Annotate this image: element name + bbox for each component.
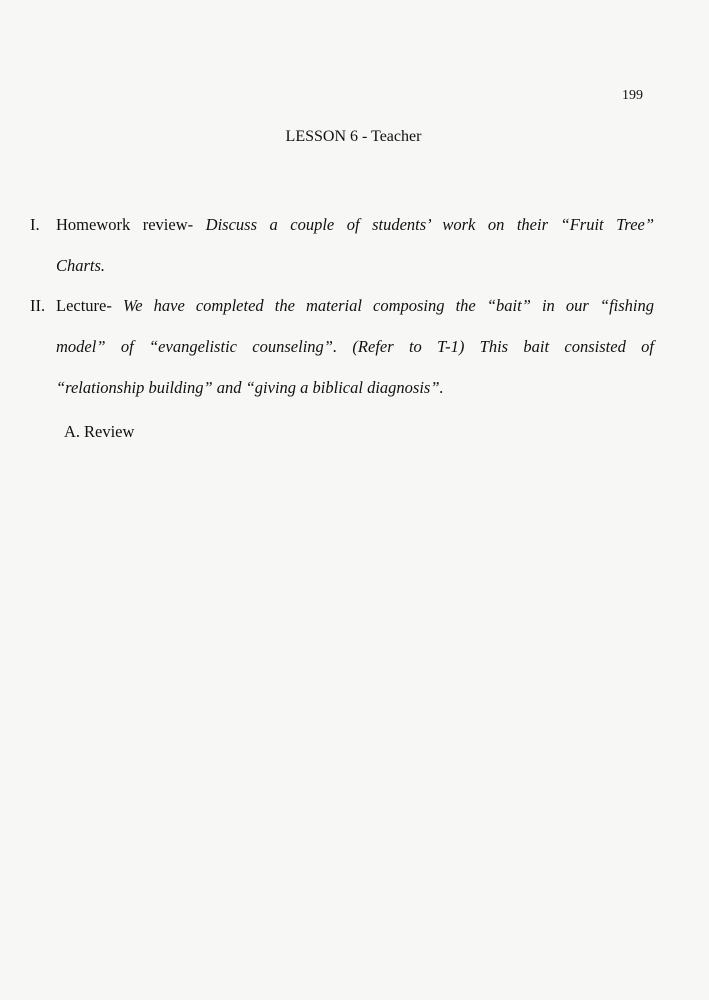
- step-c-line-1: [104, 749, 650, 790]
- section-ii-text-3: “relationship building” and “giving a biblical diagnosis”.: [56, 378, 444, 397]
- section-i-heading: Homework review-: [56, 215, 194, 234]
- subsection-a-line: [64, 411, 134, 452]
- subsection-review: [64, 411, 134, 452]
- section-i-line-1: [30, 204, 654, 245]
- section-lecture: [30, 285, 654, 408]
- section-i-line-2: [30, 245, 654, 286]
- page-number: 199: [622, 88, 643, 103]
- section-ii-label: II.: [30, 296, 46, 315]
- section-ii-line-1: [30, 285, 654, 326]
- step-b-line-1: [104, 666, 650, 707]
- section-i-text-1: Discuss a couple of students’ work on their “Fruit Tree”: [205, 215, 655, 234]
- step-a: [104, 581, 650, 622]
- section-ii-text-2: model” of “evangelistic counseling”. (Refer to T-1) This bait consisted of: [56, 337, 654, 356]
- item-biblical-diagnosis: [80, 538, 105, 579]
- step-a-line-1: [104, 581, 650, 622]
- item-1-line-1: [80, 454, 650, 495]
- step-d: [104, 873, 650, 914]
- section-homework-review: [30, 204, 654, 286]
- section-ii-line-2: [30, 326, 654, 367]
- step-d-line-1: [104, 873, 650, 914]
- item-relationship-building: [80, 454, 650, 495]
- section-i-label: I.: [30, 215, 40, 234]
- section-ii-text-1: We have completed the material composing the “bait” in our “fishing: [122, 296, 654, 315]
- item-2-line-1: [80, 538, 105, 579]
- step-b: [104, 666, 650, 707]
- subsection-a-label: A.: [64, 422, 81, 441]
- page-title: LESSON 6 - Teacher: [285, 128, 422, 145]
- subsection-a-heading: Review: [84, 422, 135, 441]
- section-ii-line-3: [30, 367, 654, 408]
- step-c: [104, 749, 650, 790]
- section-ii-heading: Lecture-: [56, 296, 112, 315]
- section-i-text-2: Charts.: [56, 256, 106, 275]
